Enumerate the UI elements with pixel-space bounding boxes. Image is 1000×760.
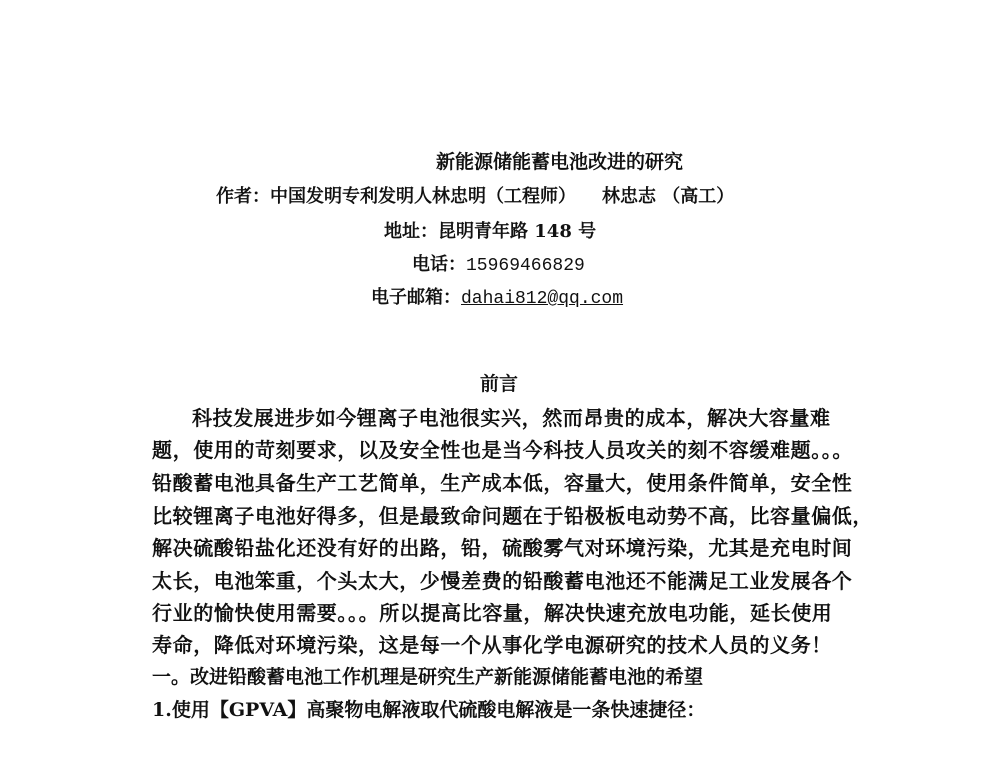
phone-line: [412, 250, 585, 276]
preface-line: 铅酸蓄电池具备生产工艺简单，生产成本低，容量大，使用条件简单，安全性: [152, 471, 853, 495]
email-link[interactable]: dahai812@qq.com: [461, 289, 624, 309]
preface-line: 解决硫酸铅盐化还没有好的出路，铅，硫酸雾气对环境污染，尤其是充电时间: [152, 536, 853, 560]
subsection-heading: 1.使用【GPVA】高聚物电解液取代硫酸电解液是一条快速捷径：: [152, 699, 706, 721]
preface-line: 题，使用的苛刻要求，以及安全性也是当今科技人员攻关的刻不容缓难题。。。: [152, 438, 853, 462]
preface-line: 太长，电池笨重，个头太大，少慢差费的铅酸蓄电池还不能满足工业发展各个: [152, 569, 853, 593]
address-line: [384, 217, 596, 243]
phone-label: 电话：: [412, 254, 466, 275]
email-label: 电子邮箱：: [371, 287, 461, 308]
preface-line: 寿命，降低对环境污染，这是每一个从事化学电源研究的技术人员的义务！: [152, 633, 832, 657]
preface-line: 科技发展进步如今锂离子电池很实兴，然而昂贵的成本，解决大容量难: [192, 406, 831, 430]
preface-line: 行业的愉快使用需要。。。所以提高比容量，解决快速充放电功能，延长使用: [152, 601, 833, 625]
phone-value: 15969466829: [466, 256, 585, 276]
preface-line: 比较锂离子电池好得多，但是最致命问题在于铅极板电动势不高，比容量偏低，: [152, 504, 873, 528]
preface-heading: 前言: [480, 373, 519, 395]
email-line: [371, 283, 623, 309]
section-heading: 一。改进铅酸蓄电池工作机理是研究生产新能源储能蓄电池的希望: [152, 666, 704, 688]
author-main: 中国发明专利发明人林忠明（工程师）: [270, 186, 576, 207]
document-title: 新能源储能蓄电池改进的研究: [436, 151, 684, 173]
address-label: 地址：: [384, 221, 438, 242]
address-value: 昆明青年路 148 号: [438, 221, 597, 242]
author-line: [216, 182, 734, 208]
author-label: 作者：: [216, 186, 270, 207]
author-second: 林忠志 （高工）: [602, 186, 735, 207]
